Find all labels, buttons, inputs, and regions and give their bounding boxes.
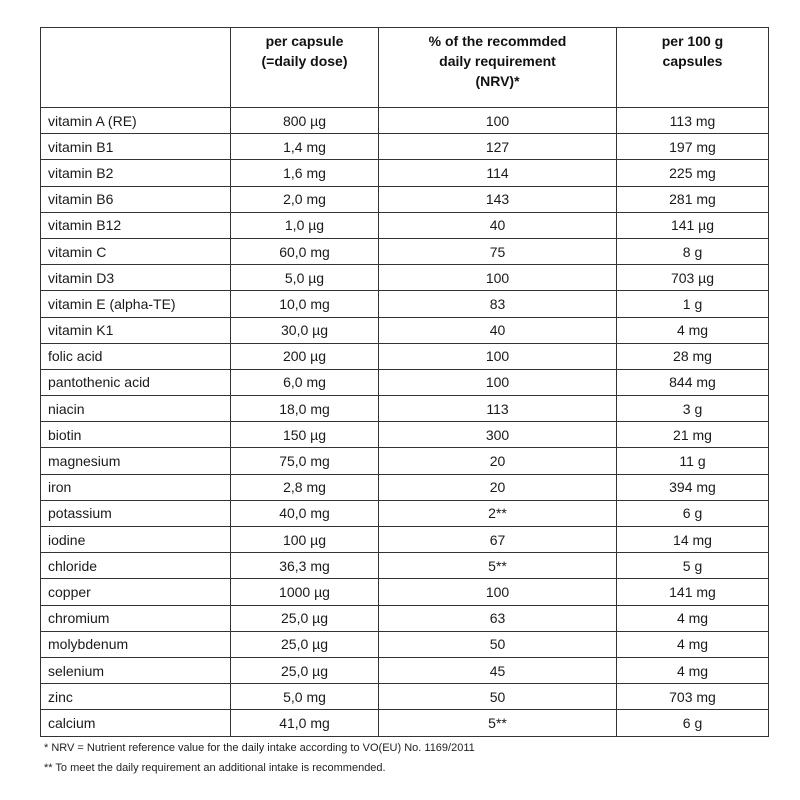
- table-row: [41, 212, 769, 238]
- nrv-percent-cell: 63: [379, 605, 617, 631]
- per-100g-cell: 113 mg: [617, 108, 769, 134]
- per-capsule-cell: 1,0 µg: [231, 212, 379, 238]
- per-capsule-cell: 100 µg: [231, 527, 379, 553]
- per-100g-cell: 4 mg: [617, 317, 769, 343]
- nutrient-name-cell: vitamin B2: [41, 160, 231, 186]
- per-100g-cell: 4 mg: [617, 657, 769, 683]
- footnote-nrv: * NRV = Nutrient reference value for the daily intake according to VO(EU) No. 1169/2011: [44, 741, 475, 754]
- table-row: [41, 553, 769, 579]
- per-capsule-cell: 75,0 mg: [231, 448, 379, 474]
- nrv-percent-cell: 100: [379, 265, 617, 291]
- footnotes: [40, 741, 768, 775]
- nutrient-name-cell: vitamin B1: [41, 134, 231, 160]
- per-capsule-cell: 1,6 mg: [231, 160, 379, 186]
- per-100g-cell: 6 g: [617, 500, 769, 526]
- nrv-percent-cell: 100: [379, 579, 617, 605]
- nutrient-name-cell: iodine: [41, 527, 231, 553]
- per-100g-cell: 3 g: [617, 396, 769, 422]
- per-100g-cell: 5 g: [617, 553, 769, 579]
- per-100g-cell: 703 µg: [617, 265, 769, 291]
- nrv-percent-cell: 20: [379, 448, 617, 474]
- nrv-percent-cell: 75: [379, 238, 617, 264]
- nutrition-table: [40, 27, 769, 737]
- per-capsule-cell: 200 µg: [231, 343, 379, 369]
- nutrient-name-cell: vitamin B12: [41, 212, 231, 238]
- table-row: [41, 684, 769, 710]
- nrv-percent-cell: 100: [379, 343, 617, 369]
- table-row: [41, 422, 769, 448]
- header-per-capsule: [231, 28, 379, 108]
- nutrient-name-cell: zinc: [41, 684, 231, 710]
- per-capsule-cell: 36,3 mg: [231, 553, 379, 579]
- header-per-capsule-line1: per capsule: [265, 33, 344, 49]
- nutrient-name-cell: vitamin B6: [41, 186, 231, 212]
- per-100g-cell: 6 g: [617, 710, 769, 736]
- nrv-percent-cell: 83: [379, 291, 617, 317]
- table-row: [41, 186, 769, 212]
- per-100g-cell: 21 mg: [617, 422, 769, 448]
- nutrient-name-cell: pantothenic acid: [41, 369, 231, 395]
- per-capsule-cell: 25,0 µg: [231, 605, 379, 631]
- table-row: [41, 317, 769, 343]
- per-100g-cell: 4 mg: [617, 605, 769, 631]
- nutrition-document: [40, 27, 768, 781]
- per-capsule-cell: 18,0 mg: [231, 396, 379, 422]
- per-capsule-cell: 2,0 mg: [231, 186, 379, 212]
- per-capsule-cell: 60,0 mg: [231, 238, 379, 264]
- nutrient-name-cell: chloride: [41, 553, 231, 579]
- per-capsule-cell: 2,8 mg: [231, 474, 379, 500]
- table-row: [41, 631, 769, 657]
- per-capsule-cell: 5,0 mg: [231, 684, 379, 710]
- nutrient-name-cell: niacin: [41, 396, 231, 422]
- nutrient-name-cell: biotin: [41, 422, 231, 448]
- nutrient-name-cell: potassium: [41, 500, 231, 526]
- nutrient-name-cell: vitamin D3: [41, 265, 231, 291]
- per-100g-cell: 141 mg: [617, 579, 769, 605]
- header-nrv: [379, 28, 617, 108]
- nrv-percent-cell: 67: [379, 527, 617, 553]
- header-nrv-line1: % of the recommded: [428, 33, 567, 49]
- nutrient-name-cell: copper: [41, 579, 231, 605]
- header-nrv-line3: (NRV)*: [475, 73, 520, 89]
- nutrient-name-cell: folic acid: [41, 343, 231, 369]
- header-per-100g: [617, 28, 769, 108]
- nrv-percent-cell: 50: [379, 631, 617, 657]
- footnote-additional-intake: ** To meet the daily requirement an additional intake is recommended.: [44, 761, 386, 774]
- per-100g-cell: 1 g: [617, 291, 769, 317]
- per-capsule-cell: 1,4 mg: [231, 134, 379, 160]
- per-100g-cell: 14 mg: [617, 527, 769, 553]
- table-row: [41, 474, 769, 500]
- header-nutrient: [41, 28, 231, 108]
- table-row: [41, 134, 769, 160]
- per-100g-cell: 11 g: [617, 448, 769, 474]
- table-row: [41, 291, 769, 317]
- nrv-percent-cell: 5**: [379, 710, 617, 736]
- header-per-capsule-line2: (=daily dose): [261, 53, 348, 69]
- table-body: [41, 108, 769, 737]
- table-row: [41, 710, 769, 736]
- nutrient-name-cell: iron: [41, 474, 231, 500]
- table-row: [41, 265, 769, 291]
- per-capsule-cell: 25,0 µg: [231, 657, 379, 683]
- table-row: [41, 448, 769, 474]
- table-row: [41, 527, 769, 553]
- nrv-percent-cell: 100: [379, 108, 617, 134]
- nrv-percent-cell: 40: [379, 212, 617, 238]
- nrv-percent-cell: 143: [379, 186, 617, 212]
- per-capsule-cell: 41,0 mg: [231, 710, 379, 736]
- nutrient-name-cell: vitamin C: [41, 238, 231, 264]
- per-capsule-cell: 40,0 mg: [231, 500, 379, 526]
- nrv-percent-cell: 45: [379, 657, 617, 683]
- table-row: [41, 160, 769, 186]
- nutrient-name-cell: vitamin A (RE): [41, 108, 231, 134]
- nutrient-name-cell: selenium: [41, 657, 231, 683]
- nutrient-name-cell: molybdenum: [41, 631, 231, 657]
- per-100g-cell: 281 mg: [617, 186, 769, 212]
- per-100g-cell: 197 mg: [617, 134, 769, 160]
- table-row: [41, 238, 769, 264]
- per-capsule-cell: 5,0 µg: [231, 265, 379, 291]
- nrv-percent-cell: 50: [379, 684, 617, 710]
- per-capsule-cell: 10,0 mg: [231, 291, 379, 317]
- per-capsule-cell: 30,0 µg: [231, 317, 379, 343]
- per-100g-cell: 394 mg: [617, 474, 769, 500]
- per-100g-cell: 141 µg: [617, 212, 769, 238]
- per-capsule-cell: 800 µg: [231, 108, 379, 134]
- table-row: [41, 369, 769, 395]
- table-row: [41, 657, 769, 683]
- per-capsule-cell: 6,0 mg: [231, 369, 379, 395]
- nrv-percent-cell: 2**: [379, 500, 617, 526]
- per-100g-cell: 28 mg: [617, 343, 769, 369]
- table-row: [41, 343, 769, 369]
- nrv-percent-cell: 113: [379, 396, 617, 422]
- per-100g-cell: 8 g: [617, 238, 769, 264]
- per-capsule-cell: 1000 µg: [231, 579, 379, 605]
- per-100g-cell: 844 mg: [617, 369, 769, 395]
- nrv-percent-cell: 100: [379, 369, 617, 395]
- per-100g-cell: 4 mg: [617, 631, 769, 657]
- nrv-percent-cell: 5**: [379, 553, 617, 579]
- table-row: [41, 500, 769, 526]
- per-100g-cell: 225 mg: [617, 160, 769, 186]
- per-capsule-cell: 25,0 µg: [231, 631, 379, 657]
- table-row: [41, 579, 769, 605]
- nutrient-name-cell: vitamin K1: [41, 317, 231, 343]
- nutrient-name-cell: vitamin E (alpha-TE): [41, 291, 231, 317]
- header-nrv-line2: daily requirement: [439, 53, 556, 69]
- per-100g-cell: 703 mg: [617, 684, 769, 710]
- table-row: [41, 605, 769, 631]
- nutrient-name-cell: magnesium: [41, 448, 231, 474]
- header-per-100g-line1: per 100 g: [661, 33, 724, 49]
- table-header-row: [41, 28, 769, 108]
- nrv-percent-cell: 127: [379, 134, 617, 160]
- table-row: [41, 108, 769, 134]
- nutrient-name-cell: chromium: [41, 605, 231, 631]
- header-per-100g-line2: capsules: [662, 53, 723, 69]
- nrv-percent-cell: 40: [379, 317, 617, 343]
- nrv-percent-cell: 20: [379, 474, 617, 500]
- nrv-percent-cell: 300: [379, 422, 617, 448]
- per-capsule-cell: 150 µg: [231, 422, 379, 448]
- nutrient-name-cell: calcium: [41, 710, 231, 736]
- nrv-percent-cell: 114: [379, 160, 617, 186]
- table-row: [41, 396, 769, 422]
